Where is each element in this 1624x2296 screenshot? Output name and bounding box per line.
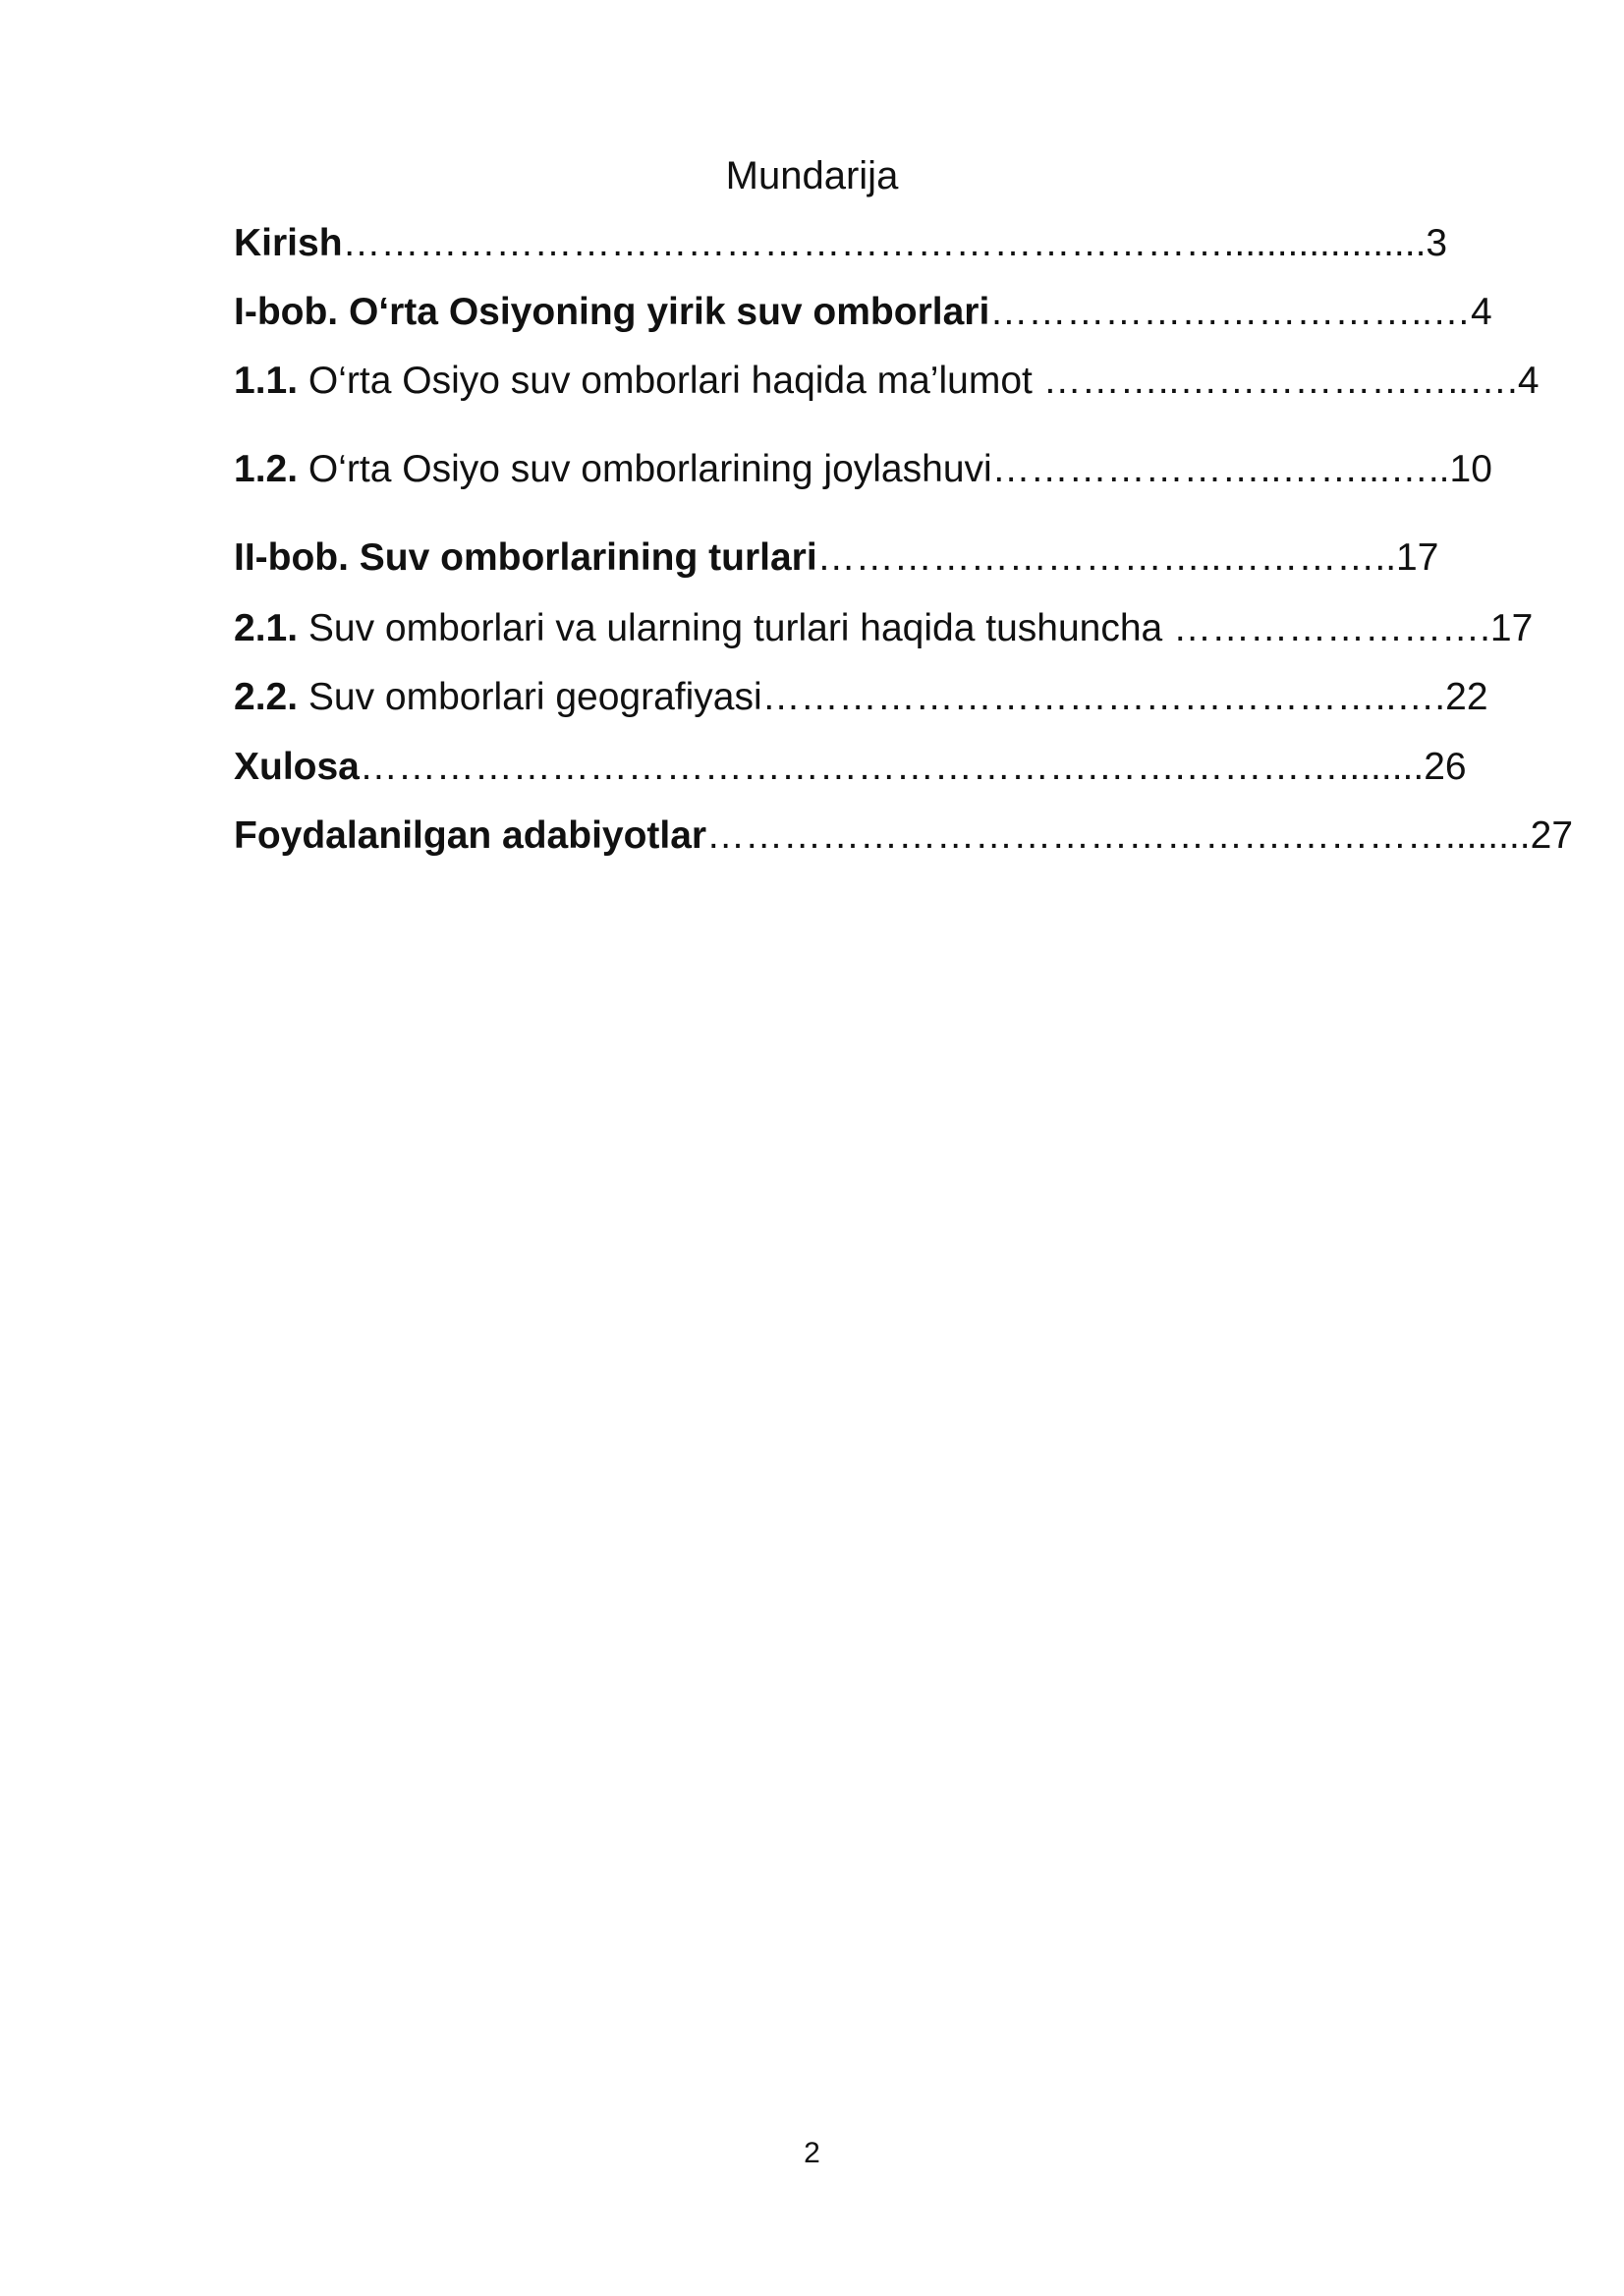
toc-entry-leader: ………………………………………………….…….…………........ xyxy=(359,746,1425,788)
toc-entry-page: 4 xyxy=(1517,360,1540,402)
toc-entry-title: Suv omborlari geografiyasi xyxy=(298,676,762,718)
toc-entry-chapter-2 xyxy=(234,531,1438,586)
toc-entry-page: 4 xyxy=(1470,291,1492,333)
toc-entry-page: 27 xyxy=(1530,814,1574,857)
toc-entry-title: Xulosa xyxy=(234,746,360,788)
toc-entry-kirish xyxy=(234,216,1447,271)
toc-entry-page: 22 xyxy=(1445,676,1488,718)
toc-entry-leader: ……………………………..… xyxy=(989,291,1471,333)
toc-entry-leader: ……………………………………………………………................... xyxy=(342,222,1427,264)
toc-entry-page: 17 xyxy=(1396,536,1439,579)
toc-entry-page: 10 xyxy=(1449,448,1492,490)
toc-entry-title: I-bob. O‘rta Osiyoning yirik suv omborlari xyxy=(234,291,990,333)
toc-entry-xulosa xyxy=(234,740,1467,795)
toc-entry-number: 2.1. xyxy=(234,607,299,649)
toc-entry-references xyxy=(234,809,1573,864)
toc-entry-section-1-2 xyxy=(234,442,1492,497)
toc-entry-leader: ………..…………………..…. xyxy=(1042,360,1518,402)
toc-title: Mundarija xyxy=(725,154,899,197)
toc-entry-leader: …………………………..………….. xyxy=(816,536,1397,579)
toc-entry-title: Suv omborlari va ularning turlari haqida tushuncha xyxy=(298,607,1174,649)
toc-entry-page: 3 xyxy=(1426,222,1448,264)
toc-entry-leader: …………………………………………..…. xyxy=(761,676,1446,718)
toc-entry-leader: ……………………. xyxy=(1173,607,1490,649)
page-number: 2 xyxy=(804,2137,820,2169)
toc-entry-title: II-bob. Suv omborlarining turlari xyxy=(234,536,817,579)
toc-entry-title: Kirish xyxy=(234,222,343,264)
toc-entry-page: 26 xyxy=(1424,746,1467,788)
toc-entry-leader: …………………..……...….. xyxy=(991,448,1450,490)
toc-entry-section-2-2 xyxy=(234,670,1488,725)
toc-entry-section-2-1 xyxy=(234,601,1533,656)
toc-entry-title: O‘rta Osiyo suv omborlari haqida ma’lumot xyxy=(298,360,1043,402)
toc-entry-number: 1.1. xyxy=(234,360,299,402)
toc-entry-title: O‘rta Osiyo suv omborlarining joylashuvi xyxy=(298,448,992,490)
toc-entry-leader: ……………………………………….…………........ xyxy=(706,814,1531,857)
toc-entry-section-1-1 xyxy=(234,354,1540,409)
toc-entry-page: 17 xyxy=(1489,607,1534,649)
toc-entry-title: Foydalanilgan adabiyotlar xyxy=(234,814,707,857)
toc-entry-number: 1.2. xyxy=(234,448,299,490)
toc-entry-number: 2.2. xyxy=(234,676,299,718)
toc-entry-chapter-1 xyxy=(234,285,1492,340)
